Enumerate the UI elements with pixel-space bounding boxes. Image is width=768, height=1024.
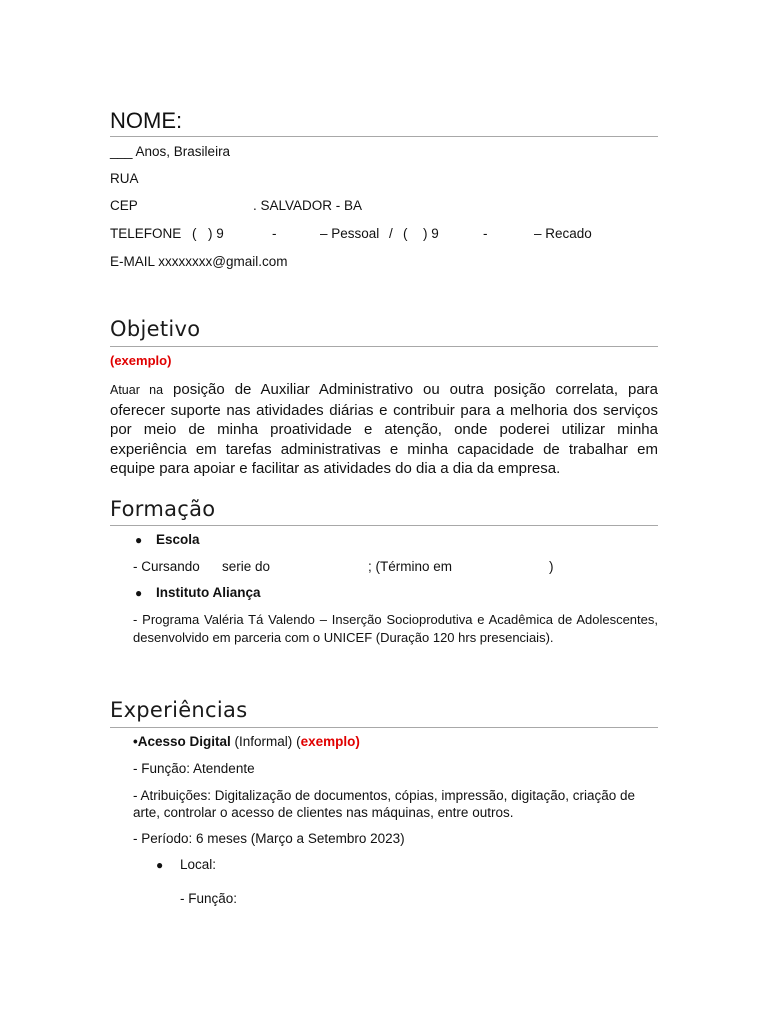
school-detail-c: ; (Término em: [368, 559, 453, 574]
cep-label: CEP: [110, 198, 138, 213]
institute-name: Instituto Aliança: [156, 585, 261, 600]
name-heading: NOME:: [110, 108, 183, 133]
objective-paragraph: [110, 380, 658, 479]
street-line: RUA: [110, 171, 139, 186]
bullet-icon: ●: [156, 858, 164, 872]
phone-close-2: ) 9: [423, 226, 439, 241]
job1-bullet: •: [133, 734, 138, 749]
school-detail-b: serie do: [222, 559, 271, 574]
bullet-icon: ●: [135, 586, 143, 600]
objective-example-tag: (exemplo): [110, 353, 172, 368]
job1-example-open: (: [296, 734, 301, 749]
phone-dash-1: -: [272, 226, 277, 241]
objective-lead: Atuar na: [110, 383, 164, 397]
education-heading: Formação: [110, 497, 216, 521]
phone-separator: /: [389, 226, 393, 241]
phone-label: TELEFONE: [110, 226, 182, 241]
institute-detail: - Programa Valéria Tá Valendo – Inserção Socioprodutiva e Acadêmica de Adolescentes, desenvolvido em parceria com o UNICEF (Duração 120 hrs presenciais).: [133, 612, 658, 645]
school-name: Escola: [156, 532, 200, 547]
job2-role: - Função:: [180, 891, 238, 906]
objective-divider: [110, 346, 658, 347]
experience-divider: [110, 727, 658, 728]
job1-title-line: [133, 734, 360, 749]
phone-type-personal: – Pessoal: [320, 226, 380, 241]
job1-period: - Período: 6 meses (Março a Setembro 2023): [133, 831, 405, 846]
phone-type-message: – Recado: [534, 226, 592, 241]
job1-role: - Função: Atendente: [133, 761, 255, 776]
phone-open-1: (: [192, 226, 197, 241]
job1-type: (Informal): [234, 734, 293, 749]
job1-example-tag: exemplo): [300, 734, 360, 749]
education-divider: [110, 525, 658, 526]
phone-dash-2: -: [483, 226, 488, 241]
job1-name: Acesso Digital: [137, 734, 231, 749]
objective-heading: Objetivo: [110, 317, 201, 341]
school-detail-a: - Cursando: [133, 559, 200, 574]
job2-local: Local:: [180, 857, 217, 872]
email-line: E-MAIL xxxxxxxx@gmail.com: [110, 254, 288, 269]
school-detail-d: ): [549, 559, 554, 574]
phone-close-1: ) 9: [208, 226, 224, 241]
experience-heading: Experiências: [110, 698, 248, 722]
objective-text: posição de Auxiliar Administrativo ou outra posição correlata, para oferecer suporte nas atividades diárias e contribuir para a melhoria dos serviços por meio de minha proatividade e atenção, onde poderei utilizar minha experiência em tarefas administrativas e minha capacidade de trabalhar em equipe para apoiar e facilitar as atividades do dia a dia da empresa.: [110, 381, 658, 477]
city-state: . SALVADOR - BA: [253, 198, 363, 213]
phone-open-2: (: [403, 226, 408, 241]
heading-divider: [110, 136, 658, 137]
job1-duties: - Atribuições: Digitalização de documentos, cópias, impressão, digitação, criação de arte, controlar o acesso de clientes nas máquinas, entre outros.: [133, 788, 636, 820]
bullet-icon: ●: [135, 533, 143, 547]
age-nationality: ___ Anos, Brasileira: [110, 144, 231, 159]
